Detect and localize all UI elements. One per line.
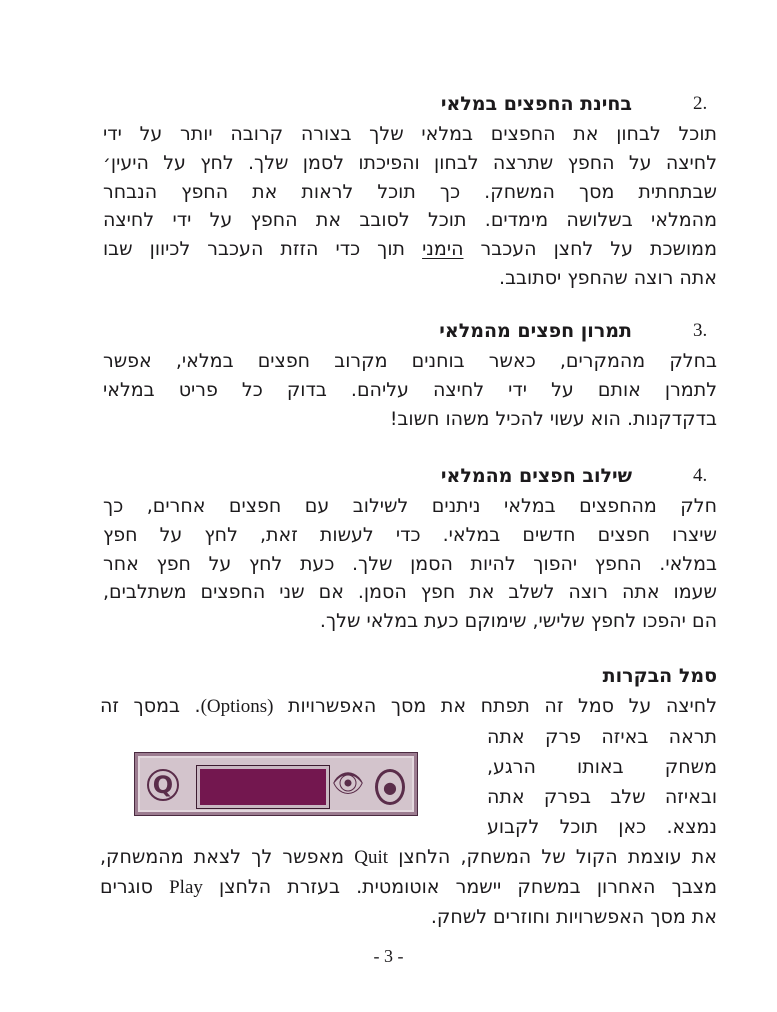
text-line: שבתחתית מסך המשחק. כך תוכל לראות את החפץ הנבחר [103,180,717,203]
text-line: מצבך האחרון במשחק יישמר אוטומטית. בעזרת הלחצן Play סוגרים [100,876,717,898]
text-line: משחק באותו הרגע, [487,756,717,778]
section-title-controls: סמל הבקרות [602,665,717,687]
text-line: בחלק מהמקרים, כאשר בוחנים מקרוב חפצים במלאי, אפשר [103,350,717,372]
section-title: תמרון חפצים מהמלאי [439,320,632,342]
section-body [103,492,717,636]
volume-q-icon: Q [147,769,179,801]
section-number: 2. [693,93,708,114]
page-number: - 3 - [373,946,404,966]
text-line: את מסך האפשרויות וחוזרים לשחק. [430,906,717,928]
text-line: הם יהפכו לחפץ שלישי, שימוקם כעת במלאי שלך. [319,610,717,633]
section-heading [60,460,717,492]
underlined-word: הימני [422,238,464,261]
text-line: לתמרן אותם על ידי לחיצה עליהם. בדוק כל פריט במלאי [103,378,717,401]
eye-icon: 👁 [331,769,365,799]
section-combine-items [60,460,717,640]
section-number: 4. [693,465,708,486]
text-line: חלק מהחפצים במלאי ניתנים לשילוב עם חפצים אחרים, כך [103,495,717,517]
disc-icon: ● [375,769,405,805]
text-line: לחיצה על החפץ שתרצה לבחון והפיכתו לסמן שלך. לחץ על היעין׳ [103,151,717,174]
text-line: את עוצמת הקול של המשחק, הלחצן Quit מאפשר לך לצאת מהמשחק, [100,846,717,868]
control-panel-illustration [134,752,418,816]
text-line: ממושכת על לחצן העכבר הימני תוך כדי הזזת העכבר לכיוון שבו [103,238,717,261]
text-line: שיצרו חפצים חדשים במלאי. כדי לעשות זאת, לחץ על חפץ [103,523,717,546]
text-line: נמצא. כאן תוכל לקבוע [487,816,717,838]
section-manipulate-items [60,315,717,435]
section-heading [60,88,717,120]
section-body [103,347,717,433]
text-line: בדקדקנות. הוא עשוי להכיל משהו חשוב! [389,407,717,430]
text-line: במלאי. החפץ יהפוך להיות הסמן שלך. כעת לחץ על חפץ אחר [103,552,717,575]
section-number: 3. [693,320,708,341]
text-line: לחיצה על סמל זה תפתח את מסך האפשרויות (Options). במסך זה [100,695,717,717]
section-title: שילוב חפצים מהמלאי [440,465,632,487]
section-title: בחינת החפצים במלאי [440,93,632,115]
text-line: תראה באיזה פרק אתה [487,726,717,748]
section-body [103,120,717,293]
chapter-display-slot [197,766,329,808]
text-line: תוכל לבחון את החפצים במלאי שלך בצורה קרובה יותר על ידי [103,123,717,145]
text-line: שעמו אתה רוצה לשלב את חפץ הסמן. אם שני החפצים משתלבים, [103,581,717,604]
section-examine-items [60,88,717,298]
text-line: אתה רוצה שהחפץ יסתובב. [499,266,717,289]
section-heading [60,315,717,347]
text-line: ובאיזה שלב בפרק אתה [487,786,717,808]
text-line: מהמלאי בשלושה מימדים. תוכל לסובב את החפץ על ידי לחיצה [103,209,717,232]
